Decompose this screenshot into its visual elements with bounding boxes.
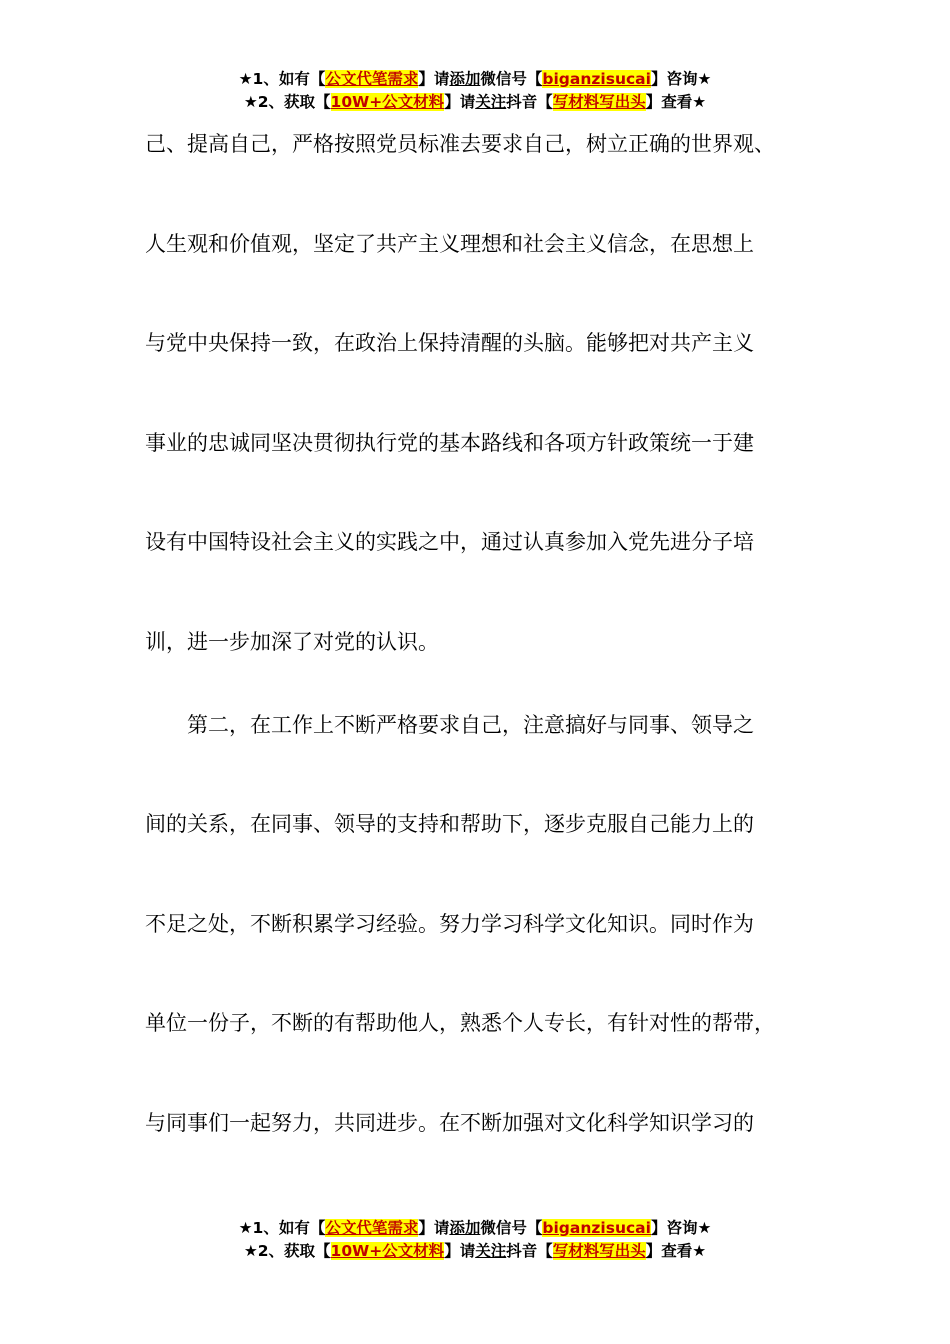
- banner-text: ★2、获取【: [243, 1242, 331, 1260]
- banner-text: 微信号【: [480, 1219, 543, 1237]
- banner-text: ★2、获取【: [243, 93, 331, 111]
- banner-text: 抖音【: [506, 1242, 553, 1260]
- banner-douyin-id: 写材料写出头: [552, 1242, 646, 1260]
- body-line-10: 单位一份子，不断的有帮助他人，熟悉个人专长，有针对性的帮带，: [145, 1011, 775, 1035]
- banner-highlight: 10W+公文材料: [330, 93, 445, 111]
- body-line-11: 与同事们一起努力，共同进步。在不断加强对文化科学知识学习的: [145, 1111, 754, 1135]
- body-line-8: 间的关系，在同事、领导的支持和帮助下，逐步克服自己能力上的: [145, 812, 754, 836]
- banner-text: 】请: [418, 70, 450, 88]
- banner-text: 】请: [444, 93, 476, 111]
- banner-line-2: [0, 1240, 950, 1263]
- banner-line-2: [0, 91, 950, 114]
- banner-text: 】查看★: [645, 93, 707, 111]
- banner-highlight: 公文代笔需求: [325, 70, 419, 88]
- banner-underline: 添加: [449, 70, 481, 88]
- banner-text: 微信号【: [480, 70, 543, 88]
- body-line-2: 人生观和价值观，坚定了共产主义理想和社会主义信念，在思想上: [145, 232, 754, 256]
- banner-wechat-id: biganzisucai: [542, 70, 651, 88]
- banner-text: 】咨询★: [650, 1219, 712, 1237]
- banner-text: 】请: [418, 1219, 450, 1237]
- banner-text: 】查看★: [645, 1242, 707, 1260]
- banner-text: ★1、如有【: [238, 1219, 326, 1237]
- banner-text: 】请: [444, 1242, 476, 1260]
- body-line-6: 训，进一步加深了对党的认识。: [145, 630, 439, 654]
- banner-underline: 关注: [475, 1242, 507, 1260]
- banner-highlight: 10W+公文材料: [330, 1242, 445, 1260]
- body-line-3: 与党中央保持一致，在政治上保持清醒的头脑。能够把对共产主义: [145, 331, 754, 355]
- banner-text: 抖音【: [506, 93, 553, 111]
- body-line-5: 设有中国特设社会主义的实践之中，通过认真参加入党先进分子培: [145, 530, 754, 554]
- banner-wechat-id: biganzisucai: [542, 1219, 651, 1237]
- banner-line-1: [0, 68, 950, 91]
- header-banner: [0, 68, 950, 114]
- banner-text: ★1、如有【: [238, 70, 326, 88]
- body-line-9: 不足之处，不断积累学习经验。努力学习科学文化知识。同时作为: [145, 912, 754, 936]
- banner-underline: 关注: [475, 93, 507, 111]
- banner-highlight: 公文代笔需求: [325, 1219, 419, 1237]
- banner-underline: 添加: [449, 1219, 481, 1237]
- body-line-7: 第二，在工作上不断严格要求自己，注意搞好与同事、领导之: [187, 713, 754, 737]
- banner-douyin-id: 写材料写出头: [552, 93, 646, 111]
- banner-text: 】咨询★: [650, 70, 712, 88]
- footer-banner: [0, 1217, 950, 1263]
- body-line-1: 己、提高自己，严格按照党员标准去要求自己，树立正确的世界观、: [145, 132, 775, 156]
- banner-line-1: [0, 1217, 950, 1240]
- body-line-4: 事业的忠诚同坚决贯彻执行党的基本路线和各项方针政策统一于建: [145, 431, 754, 455]
